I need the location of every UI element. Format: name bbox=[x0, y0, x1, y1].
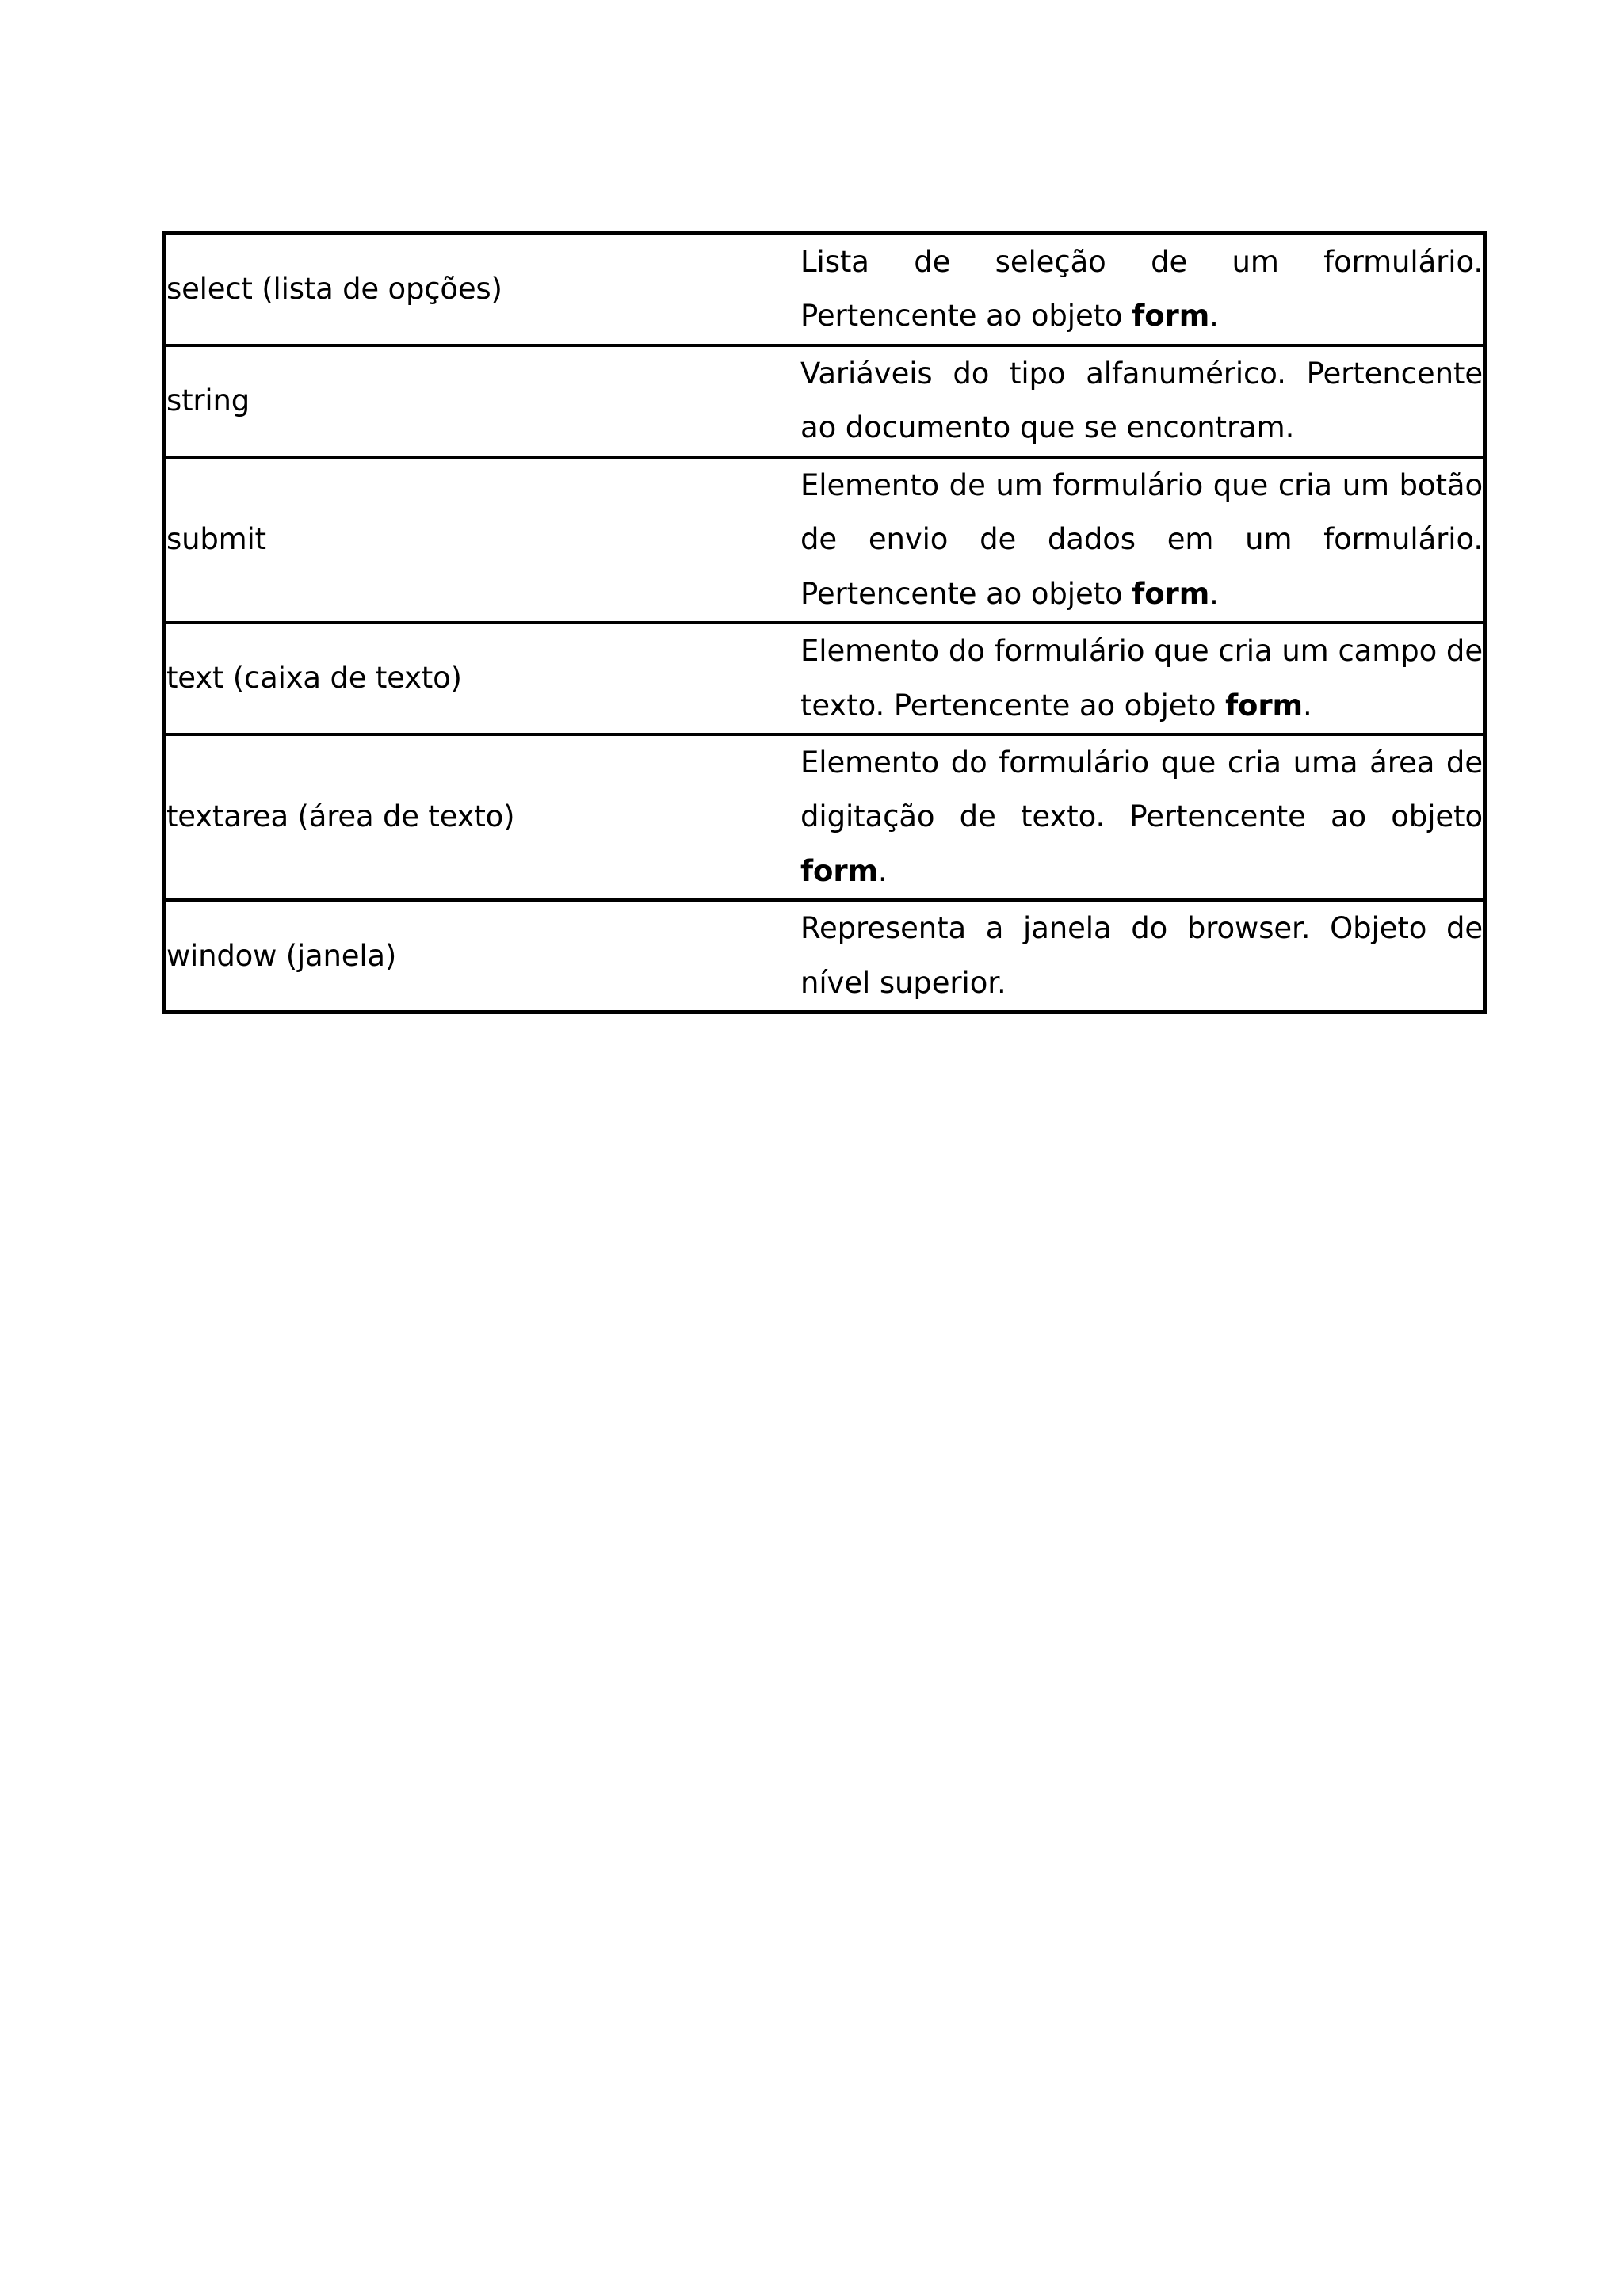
term-label: string bbox=[166, 383, 250, 418]
term-label: select (lista de opções) bbox=[166, 272, 502, 307]
term-cell bbox=[165, 345, 801, 457]
description-text: Elemento de um formulário que cria um botão de envio de dados em um formulário. Pertencente ao objeto form. bbox=[800, 467, 1483, 611]
description-cell bbox=[800, 345, 1485, 457]
table-row bbox=[165, 345, 1485, 457]
term-label: textarea (área de texto) bbox=[166, 799, 515, 834]
table-row bbox=[165, 234, 1485, 345]
glossary-table-body bbox=[165, 234, 1485, 1013]
description-cell bbox=[800, 734, 1485, 900]
term-label: submit bbox=[166, 522, 266, 557]
term-cell bbox=[165, 234, 801, 345]
description-text: Variáveis do tipo alfanumérico. Pertencente ao documento que se encontram. bbox=[800, 356, 1483, 445]
term-cell bbox=[165, 457, 801, 623]
table-row bbox=[165, 457, 1485, 623]
description-text: Representa a janela do browser. Objeto de nível superior. bbox=[800, 911, 1483, 1000]
description-cell bbox=[800, 623, 1485, 734]
description-text: Lista de seleção de um formulário. Pertencente ao objeto form. bbox=[800, 245, 1483, 334]
table-row bbox=[165, 900, 1485, 1012]
description-text: Elemento do formulário que cria um campo de texto. Pertencente ao objeto form. bbox=[800, 634, 1483, 723]
table-row bbox=[165, 734, 1485, 900]
table-row bbox=[165, 623, 1485, 734]
term-label: window (janela) bbox=[166, 938, 397, 973]
term-cell bbox=[165, 623, 801, 734]
term-cell bbox=[165, 734, 801, 900]
description-cell bbox=[800, 457, 1485, 623]
term-label: text (caixa de texto) bbox=[166, 661, 462, 696]
description-cell bbox=[800, 234, 1485, 345]
glossary-table bbox=[162, 231, 1487, 1014]
description-text: Elemento do formulário que cria uma área de digitação de texto. Pertencente ao objeto form. bbox=[800, 745, 1483, 888]
description-cell bbox=[800, 900, 1485, 1012]
term-cell bbox=[165, 900, 801, 1012]
